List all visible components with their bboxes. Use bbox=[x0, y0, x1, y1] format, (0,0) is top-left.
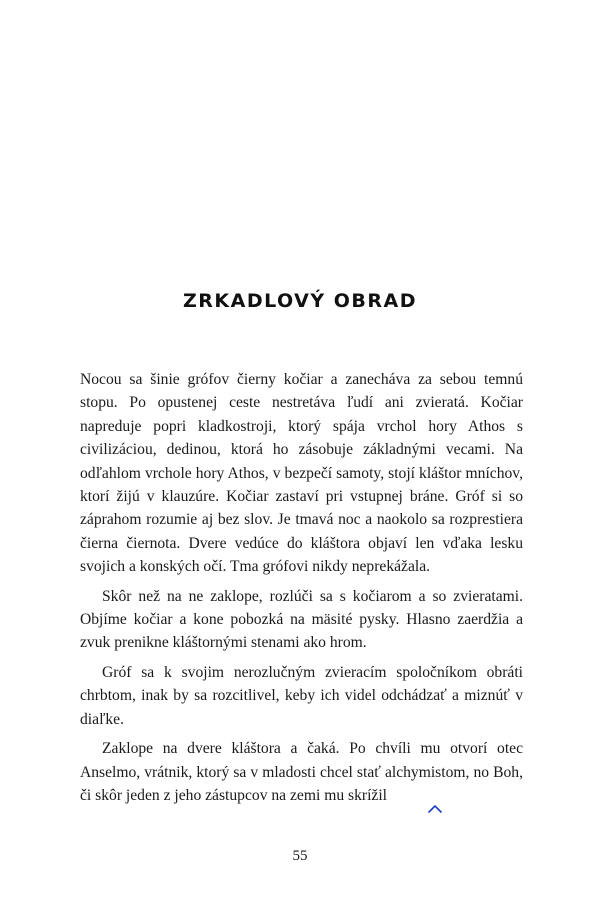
paragraph: Gróf sa k svojim nerozlučným zvieracím spoločníkom obráti chrbtom, inak by sa rozcitlivel, keby ich videl odchádzať a miznúť v diaľke. bbox=[80, 663, 523, 728]
page-number: 55 bbox=[292, 848, 308, 864]
chapter-body bbox=[80, 368, 523, 807]
chapter-title: ZRKADLOVÝ OBRAD bbox=[183, 290, 417, 312]
pen-mark-icon bbox=[428, 805, 442, 813]
paragraph: Nocou sa šinie grófov čierny kočiar a zanecháva za sebou temnú stopu. Po opustenej ceste nestretáva ľudí ani zvieratá. Kočiar napreduje popri kladkostroji, ktorý spája vrchol hory Athos s civilizáciou, dedinou, ktorá ho zásobuje základnými vecami. Na odľahlom vrchole hory Athos, v bezpečí samoty, stojí kláštor mníchov, ktorí žijú v klauzúre. Kočiar zastaví pri vstupnej bráne. Gróf si so záprahom rozumie aj bez slov. Je tmavá noc a naokolo sa rozprestiera čierna čiernota. Dvere vedúce do kláštora objaví len vďaka lesku svojich a konských očí. Tma grófovi nikdy neprekážala. bbox=[80, 371, 523, 576]
paragraph: Skôr než na ne zaklope, rozlúči sa s kočiarom a so zvieratami. Objíme kočiar a kone pobozká na mäsité pysky. Hlasno zaerdžia a zvuk prenikne kláštornými stenami ako hrom. bbox=[80, 587, 523, 652]
paragraph: Zaklope na dvere kláštora a čaká. Po chvíli mu otvorí otec Anselmo, vrátnik, ktorý sa v mladosti chcel stať alchymistom, no Boh, či skôr jeden z jeho zástupcov na zemi mu skrížil bbox=[80, 740, 523, 804]
